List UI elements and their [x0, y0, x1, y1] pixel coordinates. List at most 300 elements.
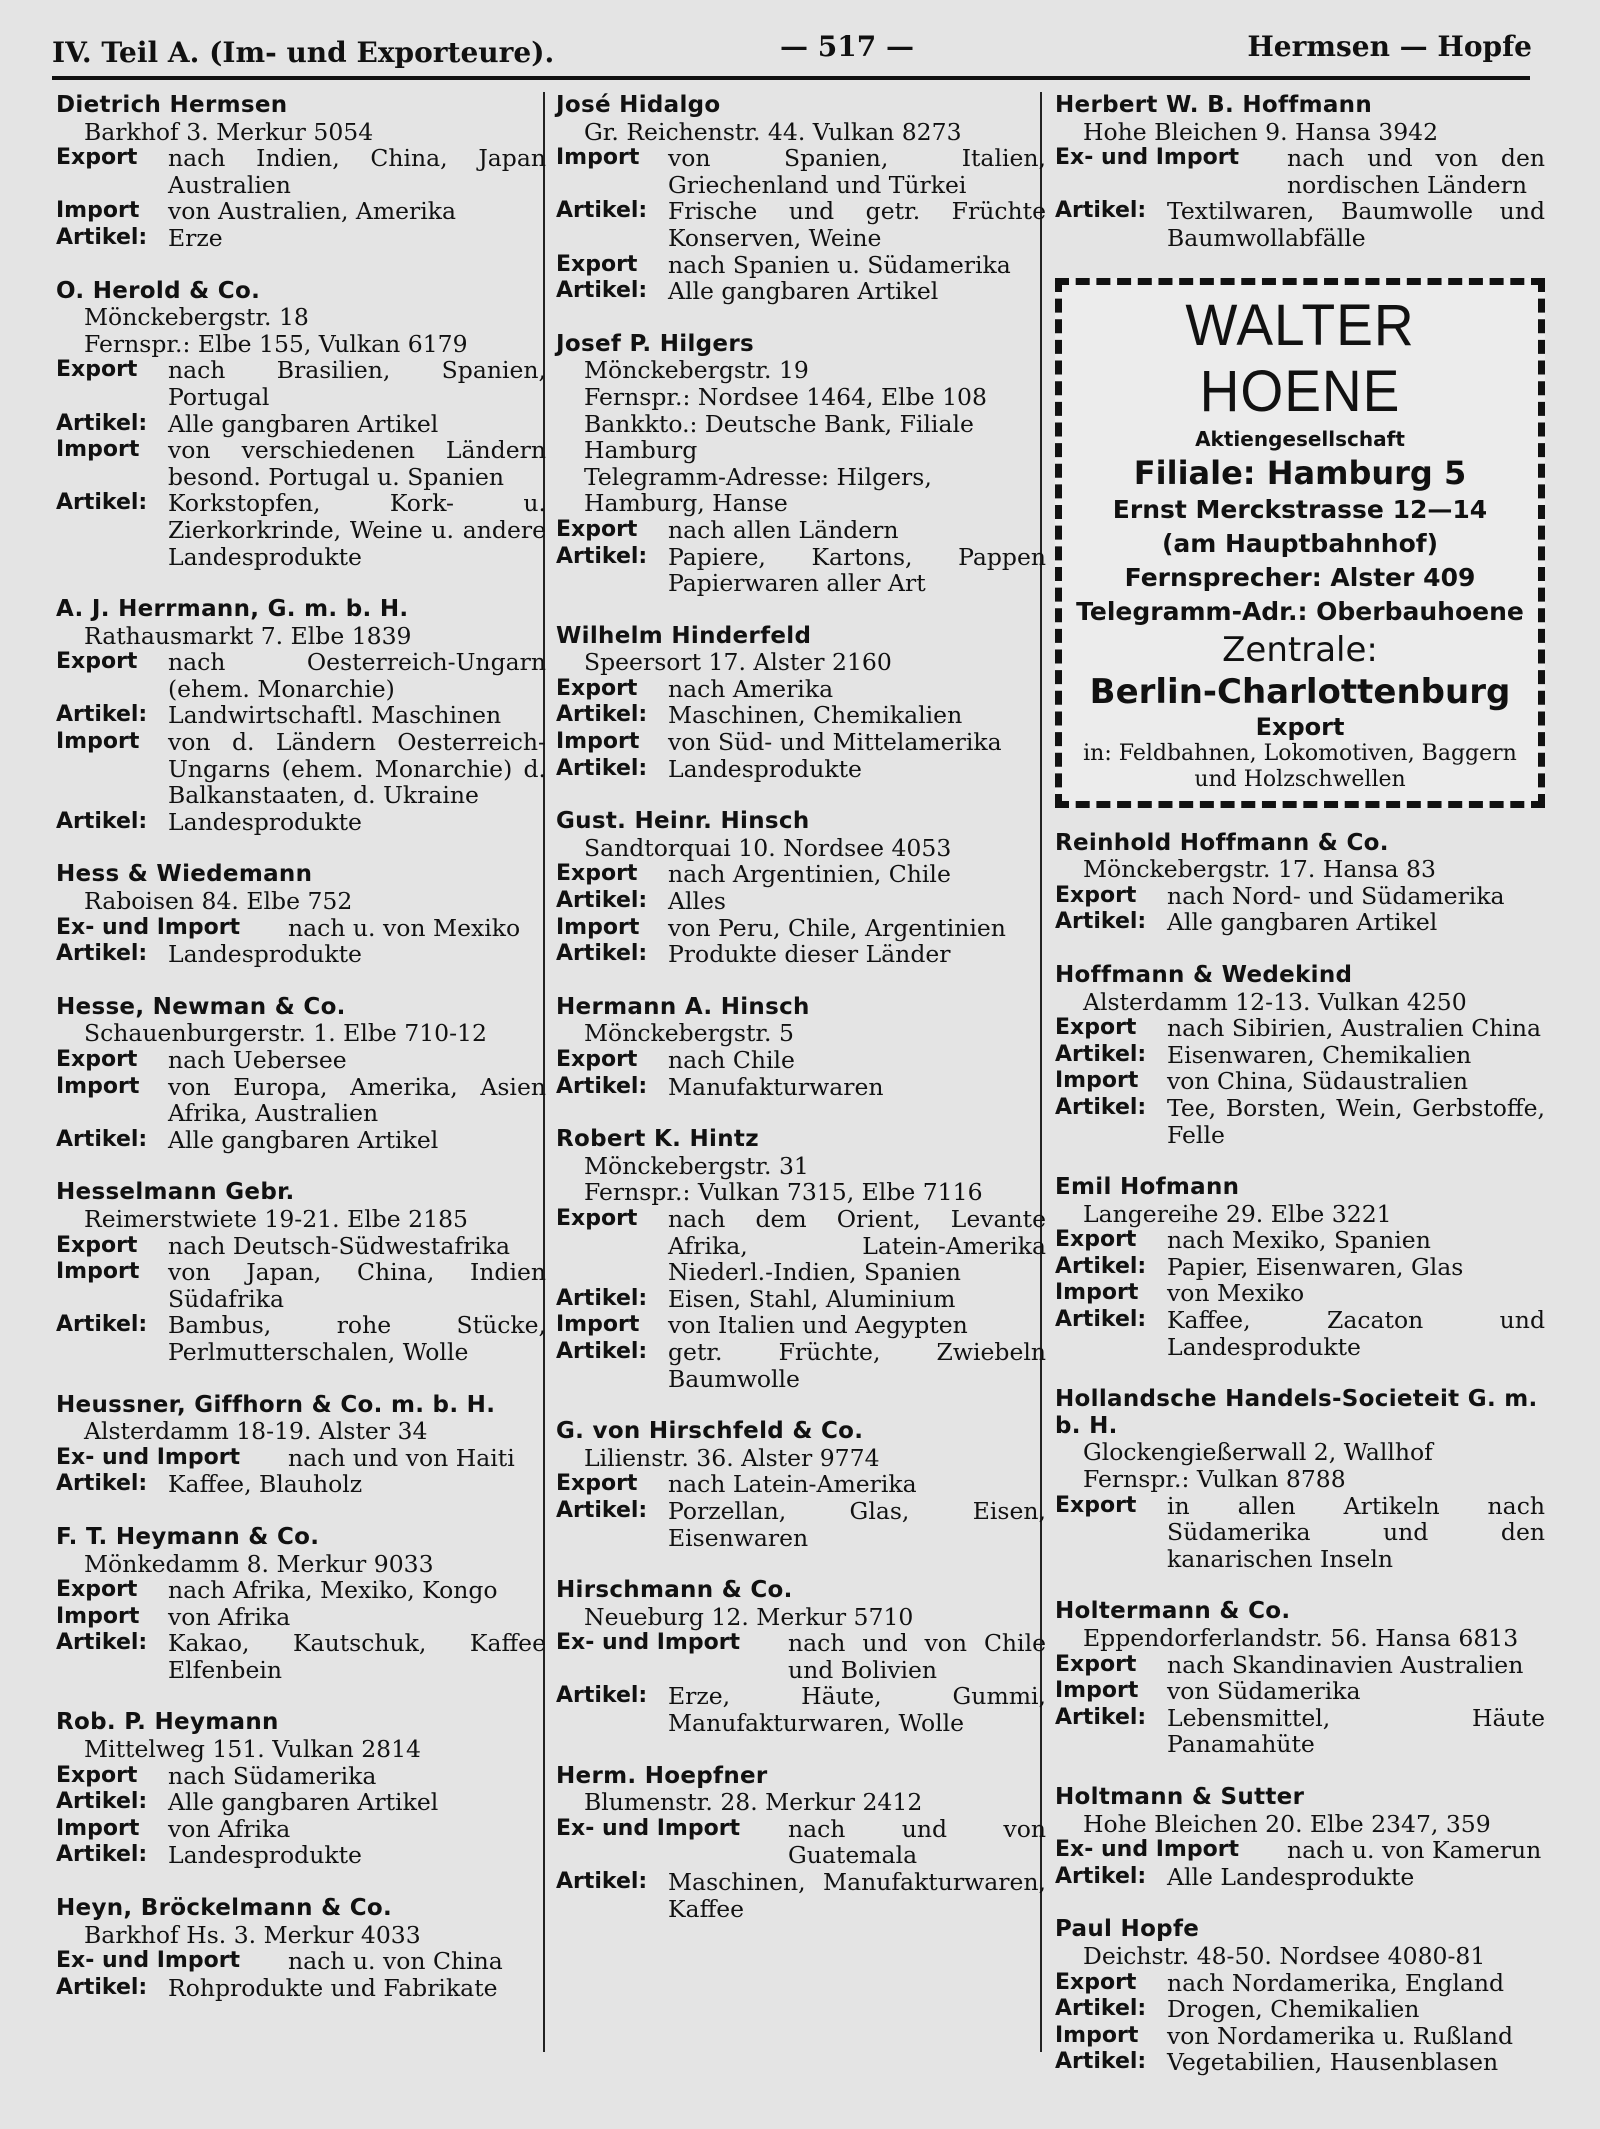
trade-label: Export	[556, 1047, 638, 1072]
trade-label: Import	[556, 729, 640, 755]
page-header	[52, 28, 1532, 78]
company-entry	[556, 1763, 1046, 1923]
trade-row	[556, 1869, 1046, 1922]
trade-text: Vegetabilien, Hausenblasen	[1167, 2048, 1499, 2077]
company-name: Dietrich Hermsen	[56, 92, 288, 118]
trade-text: von Spanien, Italien, Griechenland und Türkei	[668, 144, 1046, 199]
trade-row	[1055, 1493, 1545, 1573]
trade-row	[556, 1630, 1046, 1683]
company-entry	[56, 1709, 546, 1869]
trade-label: Import	[556, 914, 640, 940]
trade-label: Artikel:	[56, 1126, 148, 1152]
ad-branch: Filiale: Hamburg 5	[1133, 453, 1467, 492]
trade-row	[56, 941, 546, 968]
trade-row	[556, 517, 1046, 544]
trade-label: Artikel:	[56, 1974, 148, 2000]
company-name: Hess & Wiedemann	[56, 861, 313, 888]
trade-text: Papiere, Kartons, Pappen Papierwaren aller Art	[668, 542, 1046, 598]
company-address: Reimerstwiete 19-21. Elbe 2185	[84, 1204, 468, 1233]
trade-label: Ex- und Import	[56, 1444, 241, 1470]
trade-row	[56, 145, 546, 198]
trade-row	[56, 1604, 546, 1631]
trade-row	[556, 544, 1046, 597]
trade-row	[1055, 1068, 1545, 1095]
trade-row	[1055, 1970, 1545, 1997]
trade-row	[1055, 1280, 1545, 1307]
trade-row	[56, 1842, 546, 1869]
trade-label: Artikel:	[556, 888, 648, 914]
company-address: Glockengießerwall 2, Wallhof	[1083, 1438, 1433, 1467]
trade-label: Artikel:	[1055, 1253, 1147, 1279]
trade-label: Artikel:	[1055, 1996, 1147, 2022]
trade-label: Export	[1055, 1492, 1137, 1518]
trade-row	[56, 1074, 546, 1127]
trade-label: Artikel:	[556, 755, 648, 781]
company-address: Langereihe 29. Elbe 3221	[1083, 1199, 1392, 1228]
trade-row	[56, 411, 546, 438]
trade-label: Artikel:	[556, 1285, 648, 1311]
trade-row	[1055, 1095, 1545, 1148]
trade-label: Export	[1055, 1969, 1137, 1995]
trade-label: Artikel:	[56, 1789, 148, 1815]
trade-text: Papier, Eisenwaren, Glas	[1167, 1252, 1464, 1281]
trade-label: Artikel:	[56, 941, 148, 967]
ad-hq-city: Berlin-Charlottenburg	[1089, 671, 1511, 712]
company-address: Hohe Bleichen 9. Hansa 3942	[1083, 117, 1439, 146]
trade-label: Artikel:	[556, 702, 648, 728]
trade-label: Ex- und Import	[56, 1948, 241, 1974]
section-title: IV. Teil A. (Im- und Exporteure).	[52, 36, 555, 69]
trade-label: Ex- und Import	[1055, 1837, 1240, 1863]
trade-text: von Australien, Amerika	[168, 197, 457, 226]
trade-row	[556, 145, 1046, 198]
trade-label: Export	[56, 1577, 138, 1603]
company-name: Robert K. Hintz	[556, 1126, 759, 1153]
trade-row	[556, 676, 1046, 703]
trade-row	[56, 809, 546, 836]
trade-label: Artikel:	[56, 490, 148, 516]
page-number: — 517 —	[780, 30, 914, 63]
trade-row	[556, 1816, 1046, 1869]
trade-text: von Mexiko	[1167, 1279, 1305, 1308]
company-address: Speersort 17. Alster 2160	[584, 648, 892, 677]
trade-text: von Süd- und Mittelamerika	[668, 728, 1002, 757]
company-address: Mittelweg 151. Vulkan 2814	[84, 1735, 421, 1764]
trade-label: Artikel:	[556, 941, 648, 967]
trade-text: nach Brasilien, Spanien, Portugal	[168, 356, 546, 411]
trade-label: Export	[1055, 882, 1137, 908]
trade-text: von verschiedenen Ländern besond. Portugal u. Spanien	[168, 436, 546, 491]
trade-text: Landesprodukte	[168, 1841, 362, 1870]
company-name: Hoffmann & Wedekind	[1055, 961, 1353, 988]
company-name: A. J. Herrmann, G. m. b. H.	[56, 596, 409, 623]
company-entry	[556, 808, 1046, 968]
trade-text: Lebensmittel, Häute Panamahüte	[1167, 1703, 1545, 1759]
trade-text: von Italien und Aegypten	[668, 1311, 968, 1340]
trade-label: Export	[56, 1232, 138, 1258]
company-entry	[56, 92, 546, 252]
trade-text: von Afrika	[168, 1814, 291, 1843]
trade-row	[1055, 1837, 1545, 1864]
column-3-pre-ad	[1055, 92, 1545, 252]
trade-label: Export	[556, 675, 638, 701]
company-name: F. T. Heymann & Co.	[56, 1523, 320, 1550]
trade-row	[56, 1047, 546, 1074]
company-address: Sandtorquai 10. Nordsee 4053	[584, 833, 952, 862]
trade-label: Artikel:	[556, 1497, 648, 1523]
company-name: G. von Hirschfeld & Co.	[556, 1418, 864, 1445]
trade-label: Ex- und Import	[556, 1815, 741, 1841]
trade-row	[556, 198, 1046, 251]
trade-row	[56, 1127, 546, 1154]
trade-row	[1055, 2049, 1545, 2076]
ad-phone: Fernsprecher: Alster 409	[1124, 562, 1476, 592]
trade-text: Kaffee, Blauholz	[168, 1470, 363, 1499]
trade-row	[56, 1789, 546, 1816]
trade-text: nach Amerika	[668, 674, 834, 703]
trade-label: Import	[1055, 1678, 1139, 1704]
trade-row	[556, 1683, 1046, 1736]
trade-text: Alle gangbaren Artikel	[1167, 908, 1438, 937]
trade-row	[1055, 1996, 1545, 2023]
trade-label: Artikel:	[556, 1869, 648, 1895]
trade-row	[56, 1233, 546, 1260]
company-entry	[556, 92, 1046, 305]
trade-row	[556, 861, 1046, 888]
trade-label: Import	[56, 729, 140, 755]
company-entry	[56, 1392, 546, 1498]
trade-row	[1055, 883, 1545, 910]
trade-text: Kaffee, Zacaton und Landesprodukte	[1167, 1306, 1545, 1361]
trade-text: von Nordamerika u. Rußland	[1167, 2021, 1513, 2050]
trade-row	[56, 1816, 546, 1843]
company-address: Mönckebergstr. 17. Hansa 83	[1083, 855, 1436, 884]
company-entry	[556, 1418, 1046, 1551]
trade-label: Import	[56, 1815, 140, 1841]
company-name: Hirschmann & Co.	[556, 1577, 793, 1604]
trade-text: Erze	[168, 223, 223, 252]
trade-text: Eisen, Stahl, Aluminium	[668, 1284, 956, 1313]
company-name: Heussner, Giffhorn & Co. m. b. H.	[56, 1391, 496, 1418]
trade-row	[556, 729, 1046, 756]
trade-text: Eisenwaren, Chemikalien	[1167, 1040, 1472, 1069]
company-address: Fernspr.: Nordsee 1464, Elbe 108	[584, 382, 987, 411]
trade-label: Export	[56, 1047, 138, 1072]
company-address: Telegramm-Adresse: Hilgers, Hamburg, Hanse	[584, 462, 932, 518]
company-address: Alsterdamm 12-13. Vulkan 4250	[1083, 987, 1467, 1016]
company-entry	[556, 1126, 1046, 1392]
column-1	[56, 92, 546, 2027]
trade-row	[56, 1471, 546, 1498]
company-entry	[1055, 1916, 1545, 2076]
trade-row	[56, 490, 546, 570]
ad-hq-label: Zentrale:	[1222, 629, 1378, 670]
trade-text: Landesprodukte	[168, 807, 362, 836]
trade-row	[556, 1206, 1046, 1286]
running-head: Hermsen — Hopfe	[1247, 30, 1532, 63]
trade-row	[556, 1047, 1046, 1074]
trade-label: Export	[556, 861, 638, 887]
trade-label: Import	[56, 1259, 140, 1285]
trade-label: Export	[1055, 1227, 1137, 1253]
trade-text: Alle gangbaren Artikel	[168, 1125, 439, 1154]
company-name: Herm. Hoepfner	[556, 1762, 768, 1789]
company-entry	[56, 596, 546, 835]
trade-row	[1055, 1652, 1545, 1679]
trade-text: Alle Landesprodukte	[1167, 1862, 1415, 1891]
trade-row	[1055, 909, 1545, 936]
trade-label: Import	[556, 1312, 640, 1338]
trade-text: nach Sibirien, Australien China	[1167, 1014, 1541, 1043]
company-entry	[1055, 1784, 1545, 1890]
company-name: Holtmann & Sutter	[1055, 1783, 1305, 1810]
trade-label: Import	[56, 198, 140, 224]
trade-label: Artikel:	[56, 808, 148, 834]
ad-export-text: in: Feldbahnen, Lokomotiven, Baggern und Holzschwellen	[1083, 740, 1517, 792]
company-name: Josef P. Hilgers	[556, 330, 754, 357]
trade-text: Maschinen, Manufakturwaren, Kaffee	[668, 1868, 1046, 1923]
trade-text: nach und von den nordischen Ländern	[1287, 144, 1545, 199]
trade-text: nach Argentinien, Chile	[668, 860, 951, 889]
trade-text: nach Afrika, Mexiko, Kongo	[168, 1576, 498, 1605]
trade-text: nach Deutsch-Südwestafrika	[168, 1231, 511, 1260]
trade-row	[1055, 1705, 1545, 1758]
trade-label: Import	[556, 145, 640, 171]
company-name: Emil Hofmann	[1055, 1174, 1240, 1201]
column-3	[1055, 92, 1545, 2102]
trade-text: in allen Artikeln nach Südamerika und den kanarischen Inseln	[1167, 1491, 1545, 1573]
trade-text: Alles	[668, 887, 726, 916]
trade-text: nach Latein-Amerika	[668, 1470, 917, 1499]
trade-text: Bambus, rohe Stücke, Perlmutterschalen, Wolle	[168, 1311, 546, 1366]
trade-text: Alle gangbaren Artikel	[668, 277, 939, 306]
column-3-post-ad	[1055, 830, 1545, 2076]
company-address: Deichstr. 48-50. Nordsee 4080-81	[1083, 1941, 1486, 1970]
trade-text: von Peru, Chile, Argentinien	[668, 913, 1006, 942]
company-address: Fernspr.: Elbe 155, Vulkan 6179	[84, 329, 468, 358]
trade-label: Artikel:	[1055, 1704, 1147, 1730]
company-name: Holtermann & Co.	[1055, 1598, 1291, 1625]
company-name: Hesse, Newman & Co.	[56, 993, 346, 1020]
company-address: Mönckebergstr. 31	[584, 1151, 809, 1180]
trade-label: Export	[56, 357, 138, 383]
company-entry	[556, 331, 1046, 597]
company-address: Rathausmarkt 7. Elbe 1839	[84, 621, 412, 650]
trade-row	[56, 357, 546, 410]
trade-label: Artikel:	[56, 1630, 148, 1656]
trade-row	[1055, 198, 1545, 251]
trade-text: nach allen Ländern	[668, 515, 899, 544]
trade-label: Artikel:	[1055, 1094, 1147, 1120]
trade-label: Export	[556, 251, 638, 277]
trade-row	[56, 649, 546, 702]
trade-label: Artikel:	[56, 224, 148, 250]
trade-text: Erze, Häute, Gummi, Manufakturwaren, Wolle	[668, 1682, 1046, 1738]
company-name: O. Herold & Co.	[56, 277, 261, 304]
trade-text: Maschinen, Chemikalien	[668, 701, 963, 730]
company-address: Eppendorferlandstr. 56. Hansa 6813	[1083, 1624, 1519, 1652]
trade-label: Artikel:	[1055, 198, 1147, 224]
trade-label: Artikel:	[1055, 2049, 1147, 2075]
company-address: Raboisen 84. Elbe 752	[84, 887, 353, 916]
trade-label: Export	[56, 1762, 138, 1788]
trade-text: Landwirtschaftl. Maschinen	[168, 701, 502, 730]
trade-label: Artikel:	[556, 1073, 648, 1099]
company-name: Herbert W. B. Hoffmann	[1055, 92, 1373, 118]
trade-label: Export	[556, 516, 638, 542]
trade-label: Import	[1055, 1068, 1139, 1094]
trade-label: Export	[1055, 1015, 1137, 1041]
company-entry	[1055, 1174, 1545, 1360]
trade-label: Artikel:	[556, 1338, 648, 1364]
ad-subtitle: Aktiengesellschaft	[1195, 426, 1405, 451]
company-name: Reinhold Hoffmann & Co.	[1055, 829, 1389, 856]
trade-text: Tee, Borsten, Wein, Gerbstoffe, Felle	[1167, 1093, 1545, 1149]
trade-text: von Südamerika	[1167, 1677, 1361, 1706]
trade-text: Alle gangbaren Artikel	[168, 1788, 439, 1817]
company-address: Lilienstr. 36. Alster 9774	[584, 1443, 880, 1472]
trade-label: Artikel:	[556, 543, 648, 569]
company-entry	[1055, 92, 1545, 252]
trade-text: Landesprodukte	[668, 754, 862, 783]
trade-text: nach Skandinavien Australien	[1167, 1650, 1524, 1679]
trade-row	[1055, 1678, 1545, 1705]
trade-row	[556, 1312, 1046, 1339]
trade-row	[556, 278, 1046, 305]
trade-label: Artikel:	[556, 1683, 648, 1709]
trade-label: Export	[56, 145, 138, 171]
trade-text: nach Oesterreich-Ungarn (ehem. Monarchie)	[168, 648, 546, 703]
ad-telegram: Telegramm-Adr.: Oberbauhoene	[1076, 596, 1524, 626]
company-address: Schauenburgerstr. 1. Elbe 710-12	[84, 1019, 487, 1048]
trade-text: nach u. von China	[288, 1947, 503, 1976]
trade-row	[1055, 1307, 1545, 1360]
company-address: Mönckebergstr. 5	[584, 1019, 794, 1048]
company-entry	[1055, 962, 1545, 1148]
trade-row	[556, 252, 1046, 279]
trade-text: nach und von Haiti	[288, 1443, 515, 1472]
company-address: Barkhof 3. Merkur 5054	[84, 117, 374, 146]
company-name: Hollandsche Handels-Societeit G. m. b. H.	[1055, 1386, 1538, 1439]
company-name: Hesselmann Gebr.	[56, 1179, 295, 1206]
company-address: Barkhof Hs. 3. Merkur 4033	[84, 1920, 421, 1949]
trade-text: Alle gangbaren Artikel	[168, 409, 439, 438]
trade-label: Artikel:	[1055, 1863, 1147, 1889]
company-name: Paul Hopfe	[1055, 1916, 1200, 1943]
trade-text: Produkte dieser Länder	[668, 940, 951, 969]
trade-text: Frische und getr. Früchte Konserven, Weine	[668, 197, 1046, 252]
trade-label: Ex- und Import	[556, 1630, 741, 1656]
trade-text: Korkstopfen, Kork- u. Zierkorkrinde, Weine u. andere Landesprodukte	[168, 489, 546, 571]
company-entry	[1055, 1598, 1545, 1758]
trade-row	[56, 702, 546, 729]
trade-row	[56, 1312, 546, 1365]
trade-text: nach und von Chile und Bolivien	[788, 1629, 1046, 1684]
trade-row	[1055, 145, 1545, 198]
company-entry	[56, 994, 546, 1154]
trade-row	[556, 941, 1046, 968]
ad-street: Ernst Merckstrasse 12—14	[1112, 494, 1488, 524]
company-entry	[56, 1895, 546, 2001]
trade-text: nach u. von Mexiko	[288, 913, 521, 942]
company-entry	[56, 278, 546, 571]
trade-row	[56, 1975, 546, 2002]
trade-label: Artikel:	[56, 410, 148, 436]
trade-row	[556, 702, 1046, 729]
company-address: Mönckebergstr. 18	[84, 303, 309, 332]
trade-text: Manufakturwaren	[668, 1072, 884, 1101]
trade-text: nach und von Guatemala	[788, 1814, 1046, 1870]
trade-row	[1055, 1227, 1545, 1254]
trade-row	[56, 198, 546, 225]
trade-text: von Japan, China, Indien Südafrika	[168, 1258, 546, 1313]
trade-row	[556, 1339, 1046, 1392]
trade-row	[1055, 1864, 1545, 1891]
company-address: Mönkedamm 8. Merkur 9033	[84, 1549, 434, 1578]
trade-label: Artikel:	[1055, 909, 1147, 935]
trade-row	[556, 1471, 1046, 1498]
trade-text: nach Mexiko, Spanien	[1167, 1226, 1431, 1255]
trade-row	[556, 1074, 1046, 1101]
trade-row	[1055, 1042, 1545, 1069]
company-entry	[56, 1179, 546, 1365]
trade-row	[56, 1445, 546, 1472]
advertisement-walter-hoene	[1055, 278, 1545, 808]
trade-label: Artikel:	[56, 1842, 148, 1868]
trade-text: nach Nordamerika, England	[1167, 1968, 1505, 1997]
company-address: Neueburg 12. Merkur 5710	[584, 1602, 914, 1631]
trade-label: Artikel:	[56, 1471, 148, 1497]
company-entry	[1055, 1386, 1545, 1572]
company-entry	[556, 1577, 1046, 1737]
trade-label: Ex- und Import	[56, 914, 241, 940]
trade-label: Artikel:	[1055, 1041, 1147, 1067]
trade-row	[56, 1259, 546, 1312]
trade-label: Artikel:	[1055, 1307, 1147, 1333]
trade-label: Export	[1055, 1651, 1137, 1677]
trade-label: Export	[56, 649, 138, 675]
company-entry	[556, 994, 1046, 1100]
trade-label: Export	[556, 1205, 638, 1231]
trade-row	[556, 756, 1046, 783]
trade-label: Import	[56, 1073, 140, 1099]
trade-row	[56, 1763, 546, 1790]
trade-row	[56, 1948, 546, 1975]
company-entry	[56, 861, 546, 967]
company-name: Heyn, Bröckelmann & Co.	[56, 1895, 393, 1922]
trade-text: nach u. von Kamerun	[1287, 1836, 1542, 1865]
trade-row	[1055, 2023, 1545, 2050]
trade-text: nach Spanien u. Südamerika	[668, 250, 1011, 279]
trade-row	[56, 1630, 546, 1683]
trade-row	[56, 729, 546, 809]
trade-row	[56, 1577, 546, 1604]
trade-row	[56, 915, 546, 942]
trade-text: von Afrika	[168, 1602, 291, 1631]
trade-text: nach Indien, China, Japan Australien	[168, 144, 546, 199]
company-entry	[556, 623, 1046, 783]
company-address: Fernspr.: Vulkan 7315, Elbe 7116	[584, 1178, 983, 1207]
trade-row	[556, 915, 1046, 942]
ad-title: WALTER HOENE	[1185, 292, 1415, 424]
company-address: Alsterdamm 18-19. Alster 34	[84, 1417, 428, 1446]
company-name: Hermann A. Hinsch	[556, 993, 810, 1020]
company-address: Blumenstr. 28. Merkur 2412	[584, 1788, 923, 1817]
column-2	[556, 92, 1046, 1948]
trade-row	[56, 225, 546, 252]
trade-label: Artikel:	[56, 702, 148, 728]
trade-text: nach Uebersee	[168, 1046, 347, 1074]
